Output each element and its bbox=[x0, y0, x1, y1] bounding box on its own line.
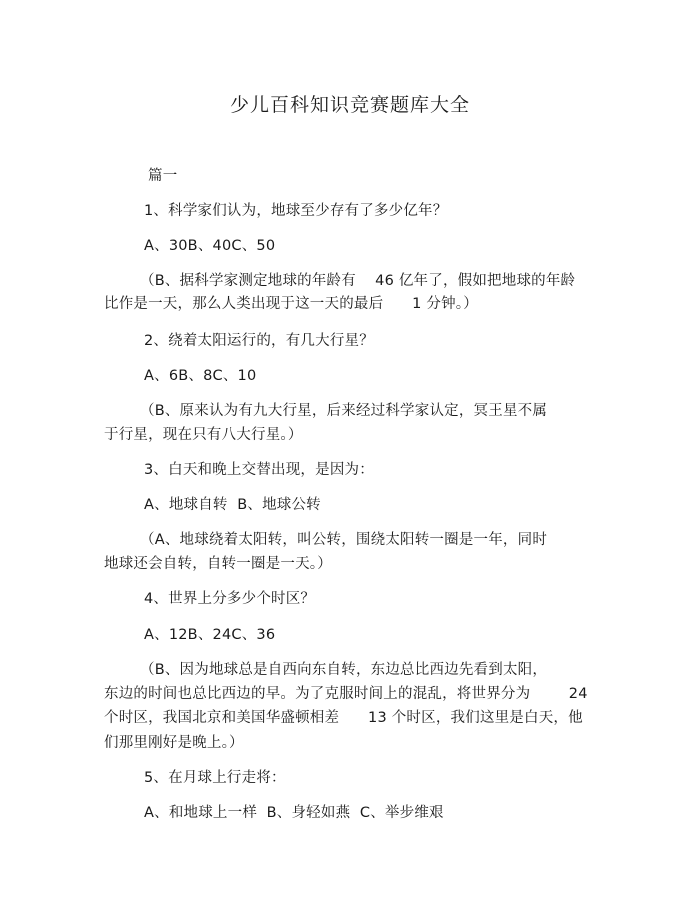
question-1: 1、科学家们认为，地球至少存有了多少亿年？ bbox=[144, 203, 448, 219]
question-4: 4、世界上分多少个时区？ bbox=[144, 591, 316, 607]
question-2-explanation-line-1: （B、原来认为有九大行星，后来经过科学家认定，冥王星不属 bbox=[140, 403, 548, 419]
document-title: 少儿百科知识竞赛题库大全 bbox=[229, 94, 470, 116]
question-1-explanation-line-1: （B、据科学家测定地球的年龄有 46 亿年了，假如把地球的年龄 bbox=[140, 273, 576, 289]
question-2-explanation-line-2: 于行星，现在只有八大行星。） bbox=[104, 427, 303, 443]
question-5: 5、在月球上行走将： bbox=[144, 770, 286, 786]
question-3-explanation-line-2: 地球还会自转，自转一圈是一天。） bbox=[104, 556, 332, 572]
question-4-explanation-line-1: （B、因为地球总是自西向东自转，东边总比西边先看到太阳， bbox=[140, 662, 548, 678]
question-5-options: A、和地球上一样 B、身轻如燕 C、举步维艰 bbox=[144, 805, 444, 821]
section-heading: 篇一 bbox=[148, 168, 178, 184]
question-4-options: A、12B、24C、36 bbox=[144, 627, 276, 643]
question-4-explanation-line-4: 们那里刚好是晚上。） bbox=[104, 735, 244, 751]
question-4-explanation-line-3: 个时区，我国北京和美国华盛顿相差 13 个时区，我们这里是白天，他 bbox=[104, 710, 583, 726]
question-2: 2、绕着太阳运行的，有几大行星？ bbox=[144, 333, 374, 349]
question-3-explanation-line-1: （A、地球绕着太阳转，叫公转，围绕太阳转一圈是一年，同时 bbox=[140, 532, 548, 548]
question-3-options: A、地球自转 B、地球公转 bbox=[144, 497, 321, 513]
question-1-explanation-line-2: 比作是一天，那么人类出现于这一天的最后 1 分钟。） bbox=[104, 296, 478, 312]
question-3: 3、白天和晚上交替出现，是因为： bbox=[144, 462, 374, 478]
question-2-options: A、6B、8C、10 bbox=[144, 368, 257, 384]
question-4-explanation-line-2: 东边的时间也总比西边的早。为了克服时间上的混乱，将世界分为 24 bbox=[104, 686, 588, 702]
question-1-options: A、30B、40C、50 bbox=[144, 238, 276, 254]
